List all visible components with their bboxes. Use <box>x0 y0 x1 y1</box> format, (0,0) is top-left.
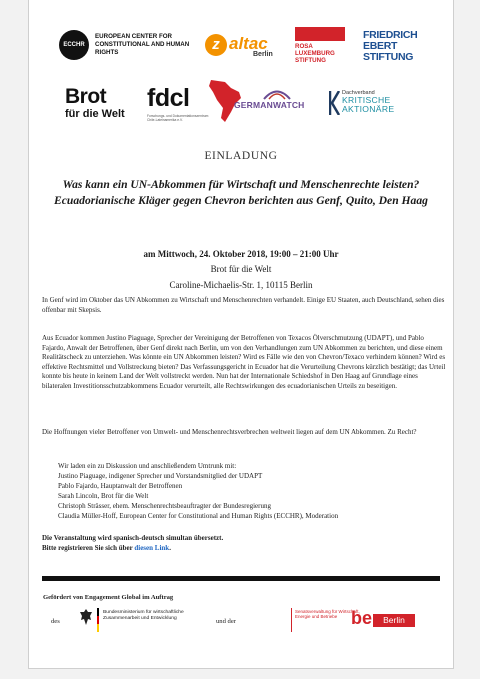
guest-item: Christoph Strässer, ehem. Menschenrechtsbeauftragter der Bundesregierung <box>58 501 271 510</box>
brot-fuer-die-welt-logo <box>65 86 135 122</box>
footer-divider <box>42 576 440 581</box>
germanwatch-logo <box>234 86 320 120</box>
germanwatch-arc-icon <box>234 86 320 100</box>
berlin-box: Berlin <box>373 614 415 627</box>
altac-z-icon: z <box>205 34 227 56</box>
footer-des: des <box>51 618 60 625</box>
rosa-red-block-icon <box>295 27 345 41</box>
registration-block <box>42 534 446 553</box>
senat-bar-icon <box>291 608 292 632</box>
guest-item: Sarah Lincoln, Brot für die Welt <box>58 491 149 500</box>
guest-list <box>58 462 438 521</box>
federal-eagle-icon <box>79 608 93 626</box>
senat-text: Senatsverwaltung für Wirtschaft, Energie und Betriebe <box>295 609 360 620</box>
guest-item: Pablo Fajardo, Hauptanwalt der Betroffenen <box>58 481 183 490</box>
headline-line2: Ecuadorianische Kläger gegen Chevron berichten aus Genf, Quito, Den Haag <box>54 194 428 207</box>
ka-label: Dachverband <box>342 90 375 96</box>
ecchr-name: EUROPEAN CENTER FOR CONSTITUTIONAL AND HUMAN RIGHTS <box>95 33 190 56</box>
brot-line1: Brot <box>65 85 107 108</box>
be-text: be <box>351 608 373 628</box>
altac-logo <box>205 34 285 60</box>
guest-list-intro: Wir laden ein zu Diskussion und anschließendem Umtrunk mit: <box>58 462 237 470</box>
bmz-text: Bundesministerium für wirtschaftliche Zusammenarbeit und Entwicklung <box>103 610 184 621</box>
guest-item: Claudia Müller-Hoff, European Center for Constitutional and Human Rights (ECCHR), Moderation <box>58 511 339 520</box>
paragraph-guests-ecuador: Aus Ecuador kommen Justino Piaguage, Sprecher der Vereinigung der Betroffenen von Texacos Ölverschmutzung (UDAPT), und Pablo Fajardo, Anwalt der Betroffenen, über Genf direkt nach Berlin, um von den Verhandlungen zum UN Abkommen zu berichten, und diese einem Realitätscheck zu unterziehen. Was könnte ein UN Abkommen leisten? Wird es Fälle wie den von Chevron/Texaco verhindern können? Wird es effektive Rechtsmittel und Vollstreckung bieten? Das Verfassungsgericht in Ecuador hat die Verurteilung Chevrons kürzlich bestätigt; das Urteil konnte bis heute in keinem Land der Welt vollstreckt werden. Nun hat der Internationale Schiedshof in Den Haag auf Grundlage eines bilateralen Investitionsschutzabkommens Ecuador verurteilt, alle Rechtswirkungen des ecuadorianischen Urteils zu beseitigen. <box>42 334 446 390</box>
brot-line2: für die Welt <box>65 108 125 120</box>
altac-city: Berlin <box>253 51 273 58</box>
ka-name: KRITISCHE AKTIONÄRE <box>342 95 395 114</box>
event-date-time: am Mittwoch, 24. Oktober 2018, 19:00 – 21:00 Uhr <box>143 249 339 259</box>
invitation-page <box>28 0 454 669</box>
germanwatch-name: GERMANWATCH <box>234 100 305 110</box>
german-flag-icon <box>97 608 99 632</box>
fdcl-sub: Forschungs- und Dokumentationszentrum Chile-Lateinamerika e.V. <box>147 114 209 122</box>
altac-name: altac <box>229 34 268 53</box>
guest-item: Justino Piaguage, indigener Sprecher und Vorstandsmitglied der UDAPT <box>58 471 263 480</box>
event-address: Caroline-Michaelis-Str. 1, 10115 Berlin <box>169 280 313 290</box>
rosa-name: ROSA LUXEMBURG STIFTUNG <box>295 43 335 64</box>
paragraph-intro: In Genf wird im Oktober das UN Abkommen zu Wirtschaft und Menschenrechten verhandelt. Einige EU Staaten, auch Deutschland, sehen dies offenbar mit Skepsis. <box>42 296 445 314</box>
register-suffix: . <box>169 543 171 552</box>
registration-line <box>42 544 446 554</box>
einladung-label: EINLADUNG <box>204 150 278 162</box>
translation-note: Die Veranstaltung wird spanisch-deutsch simultan übersetzt. <box>42 534 224 542</box>
fdcl-logo <box>147 84 247 126</box>
bmz-logo <box>79 606 199 636</box>
paragraph-hopes: Die Hoffnungen vieler Betroffener von Umwelt- und Menschenrechtsverbrechen weltweit liegen auf dem UN Abkommen. Zu Recht? <box>42 428 417 436</box>
event-venue: Brot für die Welt <box>210 264 272 274</box>
rosa-luxemburg-logo <box>295 27 345 65</box>
register-prefix: Bitte registrieren Sie sich über <box>42 543 135 552</box>
fdcl-name: fdcl <box>147 84 190 112</box>
fes-logo: FRIEDRICH EBERT STIFTUNG <box>363 29 418 63</box>
register-link[interactable]: diesen Link <box>134 543 170 552</box>
ecchr-badge: ECCHR <box>59 30 89 60</box>
headline-line1: Was kann ein UN-Abkommen für Wirtschaft und Menschenrechte leisten? <box>62 178 420 191</box>
kritische-aktionaere-logo <box>329 90 429 120</box>
funding-note: Gefördert von Engagement Global im Auftrag <box>43 594 174 601</box>
be-berlin-logo <box>351 608 419 628</box>
ecchr-logo <box>59 30 199 60</box>
footer-und-der: und der <box>216 618 236 625</box>
headline <box>43 177 439 209</box>
ka-k-icon <box>329 91 341 115</box>
